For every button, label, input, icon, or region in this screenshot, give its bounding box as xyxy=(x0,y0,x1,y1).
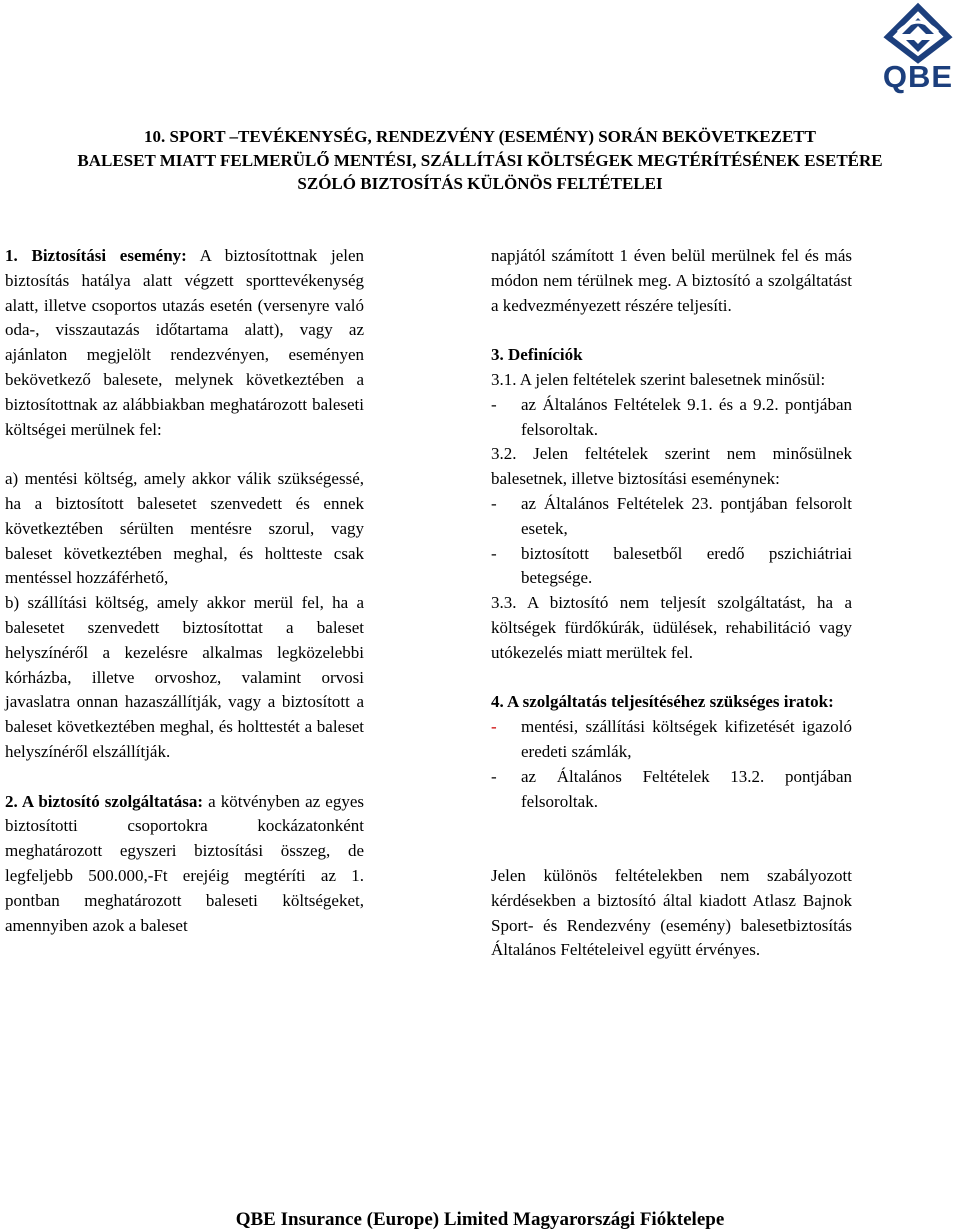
section-4-item-2: - az Általános Feltételek 13.2. pontjában felsoroltak. xyxy=(491,765,852,815)
closing-paragraph: Jelen különös feltételekben nem szabályozott kérdésekben a biztosító által kiadott Atlasz Bajnok Sport- és Rendezvény (esemény) balesetbiztosítás Általános Feltételeivel együtt érvényes. xyxy=(491,865,852,960)
section-2-text: a kötvényben az egyes biztosítotti csoportokra kockázatonként meghatározott egyszeri biztosítási összeg, de legfeljebb 500.000,-Ft erejéig megtéríti az 1. pontban meghatározott baleseti költségeket, amennyiben azok a baleset xyxy=(5,791,364,935)
section-3-2-item-2: - biztosított balesetből eredő pszichiátriai betegsége. xyxy=(491,542,852,592)
list-dash: - xyxy=(491,717,497,737)
section-1-text: A biztosítottnak jelen biztosítás hatálya alatt végzett sporttevékenység alatt, illetve csoportos utazás esetén (versenyre való oda-, visszautazás időtartama alatt), vagy az ajánlaton megjelölt rendezvényen, eseményen bekövetkező balesete, melynek következtében a biztosítottnak az alábbiakban meghatározott baleseti költségei merülnek fel: xyxy=(5,246,365,439)
section-4-item-1: - mentési, szállítási költségek kifizetését igazoló eredeti számlák, xyxy=(491,715,852,765)
section-3-2: 3.2. Jelen feltételek szerint nem minősülnek balesetnek, illetve biztosítási eseménynek: xyxy=(491,444,852,489)
section-4-heading: 4. A szolgáltatás teljesítéséhez szükséges iratok: xyxy=(491,692,834,712)
section-3-1-item: - az Általános Feltételek 9.1. és a 9.2. pontjában felsoroltak. xyxy=(491,393,852,443)
section-1-item-b: b) szállítási költség, amely akkor merül fel, ha a balesetet szenvedett biztosítottat a baleset helyszínéről a kezelésre alkalmas legközelebbi kórházba, illetve orvoshoz, valamint orvosi javaslatra onnan hazaszállítják, vagy a biztosított a baleset következtében meghal, és holttestét a baleset helyszínéről elszállítják. xyxy=(5,593,364,761)
qbe-wordmark: QBE xyxy=(882,59,954,94)
section-1-heading: 1. Biztosítási esemény: xyxy=(5,246,187,265)
section-3-3: 3.3. A biztosító nem teljesít szolgáltatást, ha a költségek fürdőkúrák, üdülések, rehabilitáció vagy utókezelés miatt merültek fel. xyxy=(491,593,852,662)
qbe-logo-icon xyxy=(878,2,958,64)
section-1-item-a: a) mentési költség, amely akkor válik szükségessé, ha a biztosított balesetet szenvedett és ennek következtében sérülten mentésre szorul, vagy baleset következtében meghal, és holtteste csak mentéssel hozzáférhető, xyxy=(5,469,364,588)
list-dash: - xyxy=(491,766,497,786)
section-3-2-item-1: - az Általános Feltételek 23. pontjában felsorolt esetek, xyxy=(491,492,852,542)
section-1 xyxy=(5,244,364,442)
section-2-continued: napjától számított 1 éven belül merülnek fel és más módon nem térülnek meg. A biztosító a szolgáltatást a kedvezményezett részére teljesíti. xyxy=(491,246,852,315)
title-line-2: BALESET MIATT FELMERÜLŐ MENTÉSI, SZÁLLÍTÁSI KÖLTSÉGEK MEGTÉRÍTÉSÉNEK ESETÉRE xyxy=(77,150,883,170)
right-column xyxy=(491,244,852,963)
list-dash: - xyxy=(491,493,497,513)
section-2 xyxy=(5,790,364,939)
section-3-1: 3.1. A jelen feltételek szerint balesetnek minősül: xyxy=(491,369,826,389)
section-2-heading: 2. A biztosító szolgáltatása: xyxy=(5,791,203,811)
left-column xyxy=(5,244,364,938)
title-line-3: SZÓLÓ BIZTOSÍTÁS KÜLÖNÖS FELTÉTELEI xyxy=(297,174,663,193)
qbe-logo xyxy=(878,2,958,94)
list-dash: - xyxy=(491,394,497,414)
section-3-heading: 3. Definíciók xyxy=(491,345,583,365)
document-title xyxy=(0,125,960,196)
page-footer: QBE Insurance (Europe) Limited Magyarországi Fióktelepe xyxy=(235,1209,725,1230)
title-line-1: 10. SPORT –TEVÉKENYSÉG, RENDEZVÉNY (ESEMÉNY) SORÁN BEKÖVETKEZETT xyxy=(144,127,816,146)
list-dash: - xyxy=(491,543,497,563)
